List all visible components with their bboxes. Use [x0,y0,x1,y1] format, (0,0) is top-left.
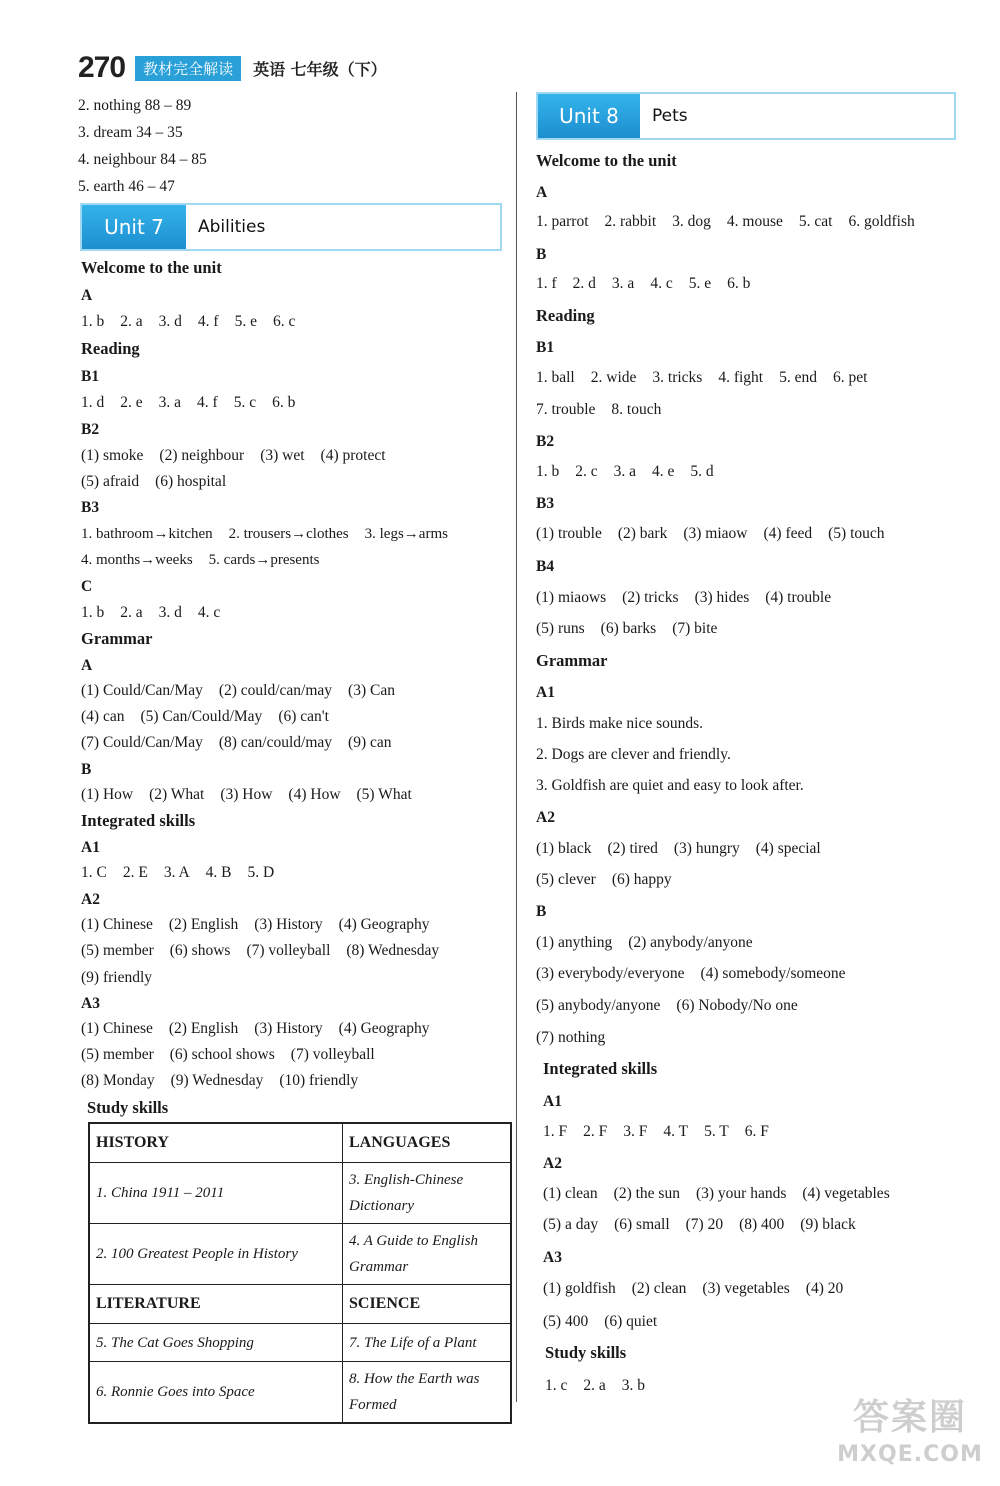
answer-item: (5) touch [828,525,885,542]
answer-item: (2) tired [607,840,658,857]
section-heading: Study skills [545,1343,627,1362]
answer-row [543,1215,856,1235]
list-item: 3. dream 34 – 35 [78,124,183,141]
answer-item: (4) feed [763,525,813,542]
watermark-url: MXQE.COM [837,1442,983,1467]
answer-item: 5. D [247,864,275,881]
sub-heading: A1 [81,839,100,856]
table-cell: 5. The Cat Goes Shopping [89,1324,343,1362]
sub-heading: B [536,246,547,263]
answer-item: 6. pet [833,369,868,386]
answer-item: (1) clean [543,1185,598,1202]
answer-item: 6. F [744,1123,769,1140]
answer-item: (7) Could/Can/May [81,734,203,751]
answer-item: (4) protect [320,447,386,464]
answer-item: (5) clever [536,871,596,888]
answer-item: 1. c [545,1377,568,1394]
sub-heading: B3 [81,499,100,516]
sub-heading: A1 [543,1093,562,1110]
study-skills-table [88,1122,512,1424]
sub-heading: A [81,657,93,674]
answer-item: 4. months→weeks [81,552,193,568]
list-item: 5. earth 46 – 47 [78,178,175,195]
answer-item: (8) Wednesday [346,942,440,959]
unit8-banner [536,92,956,140]
answer-item: 3. b [621,1377,646,1394]
watermark-logo-text: 答案圈 [852,1397,967,1438]
answer-item: (2) anybody/anyone [628,934,753,951]
answer-row [536,619,717,639]
answer-item: (3) miaow [683,525,748,542]
answer-item: (2) neighbour [159,447,245,464]
answer-row [81,1045,375,1065]
answer-item: 3. d [158,604,182,621]
section-heading: Reading [536,306,595,325]
answer-row [543,1312,657,1332]
sub-heading: B2 [81,421,100,438]
answer-row [536,964,846,984]
answer-item: 3. tricks [652,369,703,386]
answer-item: 2. E [122,864,148,881]
answer-item: (3) Can [348,682,395,699]
answer-item: (1) goldfish [543,1280,616,1297]
answer-item: 3. F [623,1123,648,1140]
answer-row [536,368,867,388]
answer-item: 4. T [663,1123,689,1140]
answer-item: 1. F [543,1123,568,1140]
sub-heading: B4 [536,558,555,575]
answer-item: (1) Chinese [81,916,153,933]
answer-item: (2) clean [631,1280,687,1297]
answer-item: (2) English [168,916,239,933]
answer-item: (9) black [800,1216,856,1233]
section-heading: Study skills [87,1098,169,1117]
answer-item: (3) hides [694,589,750,606]
answer-item: (5) afraid [81,473,140,490]
sub-heading: A3 [543,1249,562,1266]
sub-heading: A2 [536,809,555,826]
answer-item: 5. cat [798,213,833,230]
answer-item: 5. d [690,463,714,480]
answer-item: (5) What [356,786,412,803]
answer-item: (3) hungry [673,840,740,857]
answer-item: 2. d [572,275,596,292]
answer-row [536,839,821,859]
answer-item: (4) Geography [338,1020,430,1037]
page-header [78,48,387,88]
answer-item: (3) your hands [695,1185,787,1202]
answer-item: (3) History [254,1020,323,1037]
answer-row [536,870,672,890]
answer-row [536,588,831,608]
answer-item: 1. parrot [536,213,589,230]
answer-item: 7. trouble [536,401,596,418]
answer-row [81,524,448,544]
section-heading: Grammar [81,629,153,648]
answer-item: (6) school shows [169,1046,275,1063]
answer-row [81,733,392,753]
section-heading: Integrated skills [543,1059,658,1078]
answer-item: (7) volleyball [290,1046,375,1063]
section-heading: Integrated skills [81,811,196,830]
answer-row [536,524,885,544]
answer-item: (4) can [81,708,125,725]
answer-item: (9) Wednesday [170,1072,264,1089]
section-heading: Welcome to the unit [81,258,222,277]
answer-item: (2) English [168,1020,239,1037]
answer-item: 4. e [652,463,675,480]
answer-row [81,550,319,570]
answer-row [81,446,386,466]
answer-item: (4) vegetables [802,1185,890,1202]
sub-heading: A [536,184,548,201]
answer-item: (9) can [348,734,392,751]
answer-row [81,312,295,332]
sub-heading: A [81,287,93,304]
answer-item: 6. goldfish [848,213,915,230]
answer-row [81,1019,429,1039]
answer-item: (7) volleyball [246,942,331,959]
answer-item: (4) trouble [765,589,832,606]
sub-heading: B3 [536,495,555,512]
answer-item: (1) anything [536,934,613,951]
answer-row [536,400,661,420]
section-heading: Grammar [536,651,608,670]
answer-row [81,1071,358,1091]
answer-item: 1. bathroom→kitchen [81,526,213,542]
sub-heading: A2 [81,891,100,908]
answer-item: (8) 400 [739,1216,785,1233]
answer-row [81,393,295,413]
answer-item: (5) Can/Could/May [140,708,263,725]
answer-row [536,933,753,953]
answer-item: (5) member [81,1046,154,1063]
answer-item: (6) barks [600,620,657,637]
answer-item: (5) member [81,942,154,959]
answer-item: 2. c [575,463,598,480]
site-watermark [822,1396,998,1480]
answer-item: 1. d [81,394,105,411]
answer-item: 4. f [197,394,218,411]
answer-item: (7) 20 [685,1216,724,1233]
unit8-label: Unit 8 [538,94,640,138]
answer-row [81,681,395,701]
answer-item: 5. end [779,369,817,386]
answer-item: 4. mouse [726,213,783,230]
list-item: 4. neighbour 84 – 85 [78,151,207,168]
answer-item: 6. b [272,394,296,411]
answer-item: 5. e [688,275,712,292]
answer-item: 2. F [583,1123,608,1140]
answer-row [536,462,714,482]
answer-item: 3. dog [672,213,711,230]
answer-row [81,915,429,935]
answer-item: 1. b [536,463,560,480]
answer-item: (3) vegetables [702,1280,790,1297]
unit8-name: Pets [652,106,688,126]
answer-item: 5. cards→presents [208,552,320,568]
table-cell: 8. How the Earth was Formed [343,1362,512,1424]
answer-item: (3) How [220,786,273,803]
table-header-history: HISTORY [89,1123,343,1163]
sub-heading: A2 [543,1155,562,1172]
answer-item: (4) 20 [805,1280,844,1297]
sub-heading: B [81,761,92,778]
table-cell: 2. 100 Greatest People in History [89,1224,343,1285]
answer-row [536,1028,605,1048]
answer-item: 2. rabbit [604,213,657,230]
book-series-tag: 教材完全解读 [135,56,241,81]
sub-heading: A3 [81,995,100,1012]
sub-heading: A1 [536,684,555,701]
answer-item: (6) happy [611,871,672,888]
answer-item: (7) nothing [536,1029,606,1046]
answer-item: 3. a [158,394,182,411]
answer-item: (7) bite [672,620,718,637]
answer-item: (6) hospital [155,473,227,490]
answer-item: (5) runs [536,620,585,637]
table-cell: 1. China 1911 – 2011 [89,1163,343,1224]
table-cell: 6. Ronnie Goes into Space [89,1362,343,1424]
answer-item: 1. f [536,275,557,292]
answer-item: 1. ball [536,369,575,386]
answer-row [545,1376,645,1396]
answer-item: 6. c [272,313,296,330]
unit7-label: Unit 7 [82,205,186,249]
sub-heading: B1 [81,368,100,385]
answer-row [536,212,915,232]
table-header-literature: LITERATURE [89,1285,343,1324]
answer-item: (6) can't [278,708,329,725]
answer-item: (4) How [288,786,341,803]
answer-item: (2) tricks [622,589,679,606]
answer-item: (2) could/can/may [218,682,333,699]
answer-item: 4. fight [718,369,764,386]
table-header-languages: LANGUAGES [343,1123,512,1163]
answer-item: (6) Nobody/No one [676,997,798,1014]
answer-item: (1) trouble [536,525,602,542]
answer-item: (6) small [614,1216,670,1233]
answer-item: 1. C [81,864,107,881]
section-heading: Reading [81,339,140,358]
answer-item: (1) miaows [536,589,607,606]
answer-row [81,603,220,623]
answer-item: 2. trousers→clothes [228,526,349,542]
answer-item: (8) can/could/may [218,734,333,751]
answer-row [81,863,274,883]
answer-item: 6. b [727,275,751,292]
list-item: 2. nothing 88 – 89 [78,97,192,114]
answer-item: (10) friendly [279,1072,359,1089]
answer-item: 3. d [158,313,182,330]
answer-item: 3. A [163,864,190,881]
answer-item: 3. a [613,463,637,480]
answer-row [81,472,226,492]
answer-item: (5) a day [543,1216,599,1233]
answer-item: (8) Monday [81,1072,155,1089]
column-divider [516,92,517,1402]
answer-item: 2. wide [590,369,637,386]
section-heading: Welcome to the unit [536,151,677,170]
table-cell: 3. English-Chinese Dictionary [343,1163,512,1224]
answer-sentence: 3. Goldfish are quiet and easy to look after. [536,777,804,794]
answer-item: (4) somebody/someone [700,965,846,982]
answer-sentence: 2. Dogs are clever and friendly. [536,746,731,763]
answer-item: 4. B [205,864,232,881]
answer-item: 4. c [650,275,673,292]
answer-row [543,1122,769,1142]
sub-heading: B1 [536,339,555,356]
answer-item: 5. T [704,1123,729,1140]
answer-item: (4) special [755,840,821,857]
answer-item: 2. a [120,313,143,330]
answer-row [81,941,439,961]
answer-item: (3) History [254,916,323,933]
answer-item: (4) Geography [338,916,430,933]
answer-item: 4. f [197,313,219,330]
answer-item: 1. b [81,313,105,330]
answer-item: (1) Could/Can/May [81,682,203,699]
answer-row [81,785,412,805]
answer-sentence: 1. Birds make nice sounds. [536,715,704,732]
answer-item: 3. legs→arms [364,526,448,542]
answer-row [543,1184,890,1204]
sub-heading: C [81,578,93,595]
unit7-name: Abilities [198,217,266,237]
page-number: 270 [78,51,126,84]
sub-heading: B2 [536,433,555,450]
answer-item: 5. e [234,313,257,330]
answer-row [543,1279,843,1299]
answer-item: (9) friendly [81,969,153,986]
answer-item: 4. c [197,604,221,621]
book-title: 英语 七年级（下） [253,59,387,79]
answer-row [81,968,152,988]
answer-item: (5) anybody/anyone [536,997,661,1014]
answer-row [81,707,329,727]
answer-item: 2. a [583,1377,606,1394]
answer-item: (6) quiet [604,1313,658,1330]
answer-row [536,274,750,294]
sub-heading: B [536,903,547,920]
unit7-banner [80,203,502,251]
answer-item: (2) bark [617,525,668,542]
answer-item: (6) shows [169,942,231,959]
answer-item: 1. b [81,604,105,621]
answer-item: (1) smoke [81,447,144,464]
answer-item: 8. touch [611,401,662,418]
answer-item: (2) What [149,786,205,803]
table-cell: 4. A Guide to English Grammar [343,1224,512,1285]
answer-item: (5) 400 [543,1313,589,1330]
answer-item: 2. e [120,394,143,411]
answer-item: (2) the sun [613,1185,680,1202]
answer-item: (3) wet [260,447,305,464]
table-cell: 7. The Life of a Plant [343,1324,512,1362]
answer-item: (1) black [536,840,592,857]
answer-item: 5. c [233,394,257,411]
answer-item: (1) How [81,786,134,803]
answer-row [536,996,798,1016]
answer-item: 2. a [120,604,143,621]
answer-item: 3. a [611,275,635,292]
answer-item: (3) everybody/everyone [536,965,685,982]
table-header-science: SCIENCE [343,1285,512,1324]
answer-item: (1) Chinese [81,1020,153,1037]
